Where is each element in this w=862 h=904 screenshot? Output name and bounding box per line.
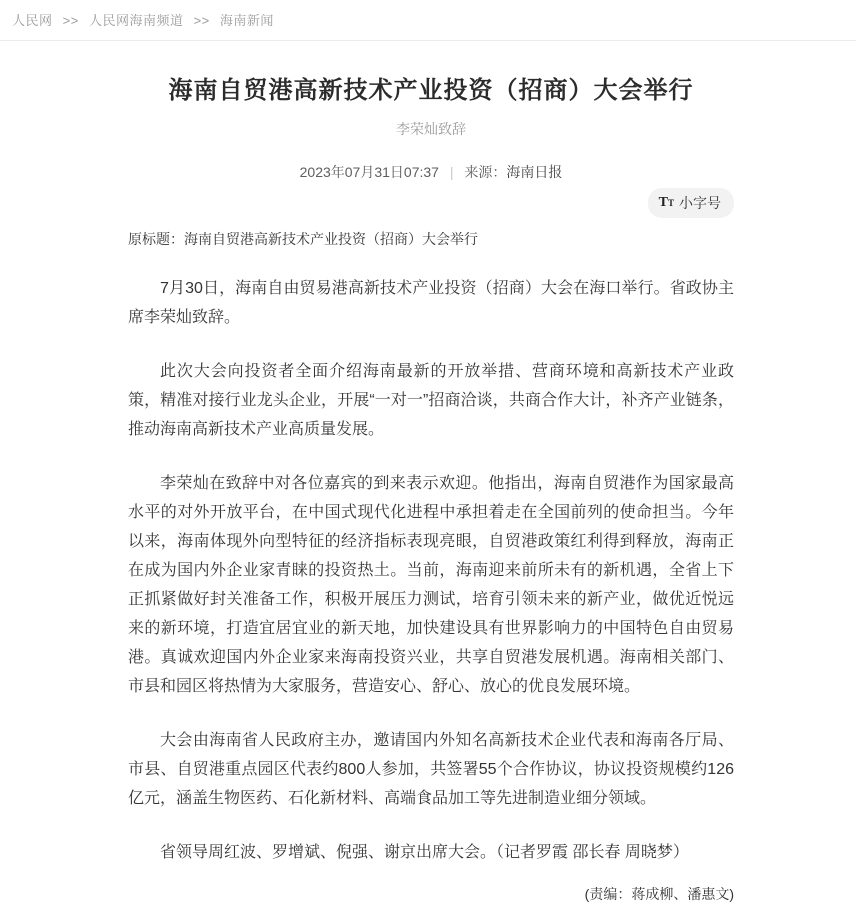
breadcrumb-link-peoples-daily[interactable]: 人民网 [12,13,53,28]
article-meta [128,162,734,182]
paragraph: 7月30日，海南自由贸易港高新技术产业投资（招商）大会在海口举行。省政协主席李荣灿致辞。 [128,280,734,326]
source-label: 来源： [464,164,507,180]
paragraph: 省领导周红波、罗增斌、倪强、谢京出席大会。（记者罗霞 邵长春 周晓梦） [160,844,689,861]
paragraph: 此次大会向投资者全面介绍海南最新的开放举措、营商环境和高新技术产业政策，精准对接行业龙头企业，开展“一对一”招商洽谈，共商合作大计，补齐产业链条，推动海南高新技术产业高质量发展。 [128,363,734,438]
article-container [128,70,734,904]
paragraph: 李荣灿在致辞中对各位嘉宾的到来表示欢迎。他指出，海南自贸港作为国家最高水平的对外开放平台，在中国式现代化进程中承担着走在全国前列的使命担当。今年以来，海南体现外向型特征的经济指标表现亮眼，自贸港政策红利得到释放，海南正在成为国内外企业家青睐的投资热土。当前，海南迎来前所未有的新机遇，全省上下正抓紧做好封关准备工作，积极开展压力测试，培育引领未来的新产业，做优近悦远来的新环境，打造宜居宜业的新天地，加快建设具有世界影响力的中国特色自由贸易港。真诚欢迎国内外企业家来海南投资兴业，共享自贸港发展机遇。海南相关部门、市县和园区将热情为大家服务，营造安心、舒心、放心的优良发展环境。 [128,475,734,695]
breadcrumb [0,0,862,40]
font-size-label: 小字号 [679,195,721,211]
breadcrumb-link-hainan-news[interactable]: 海南新闻 [219,13,274,28]
original-title: 原标题：海南自贸港高新技术产业投资（招商）大会举行 [128,231,478,247]
paragraph: 大会由海南省人民政府主办，邀请国内外知名高新技术企业代表和海南各厅局、市县、自贸港重点园区代表约800人参加，共签署55个合作协议，协议投资规模约126亿元，涵盖生物医药、石化新材料、高端食品加工等先进制造业细分领域。 [128,732,734,807]
meta-separator: | [449,164,454,180]
breadcrumb-link-hainan-channel[interactable]: 人民网海南频道 [88,13,184,28]
article-subtitle: 李荣灿致辞 [396,121,466,137]
article-toolbar [128,188,734,216]
breadcrumb-separator: >> [62,13,79,28]
article-content [128,229,734,904]
article-title: 海南自贸港高新技术产业投资（招商）大会举行 [168,77,694,104]
source-link[interactable]: 海南日报 [506,164,563,180]
publish-date: 2023年07月31日07:37 [299,164,439,180]
editor-credit: (责编：蒋成柳、潘惠文) [584,886,734,902]
header-divider [0,40,856,41]
font-size-button[interactable] [648,188,734,218]
breadcrumb-separator: >> [193,13,210,28]
font-size-icon: T T [658,195,674,210]
